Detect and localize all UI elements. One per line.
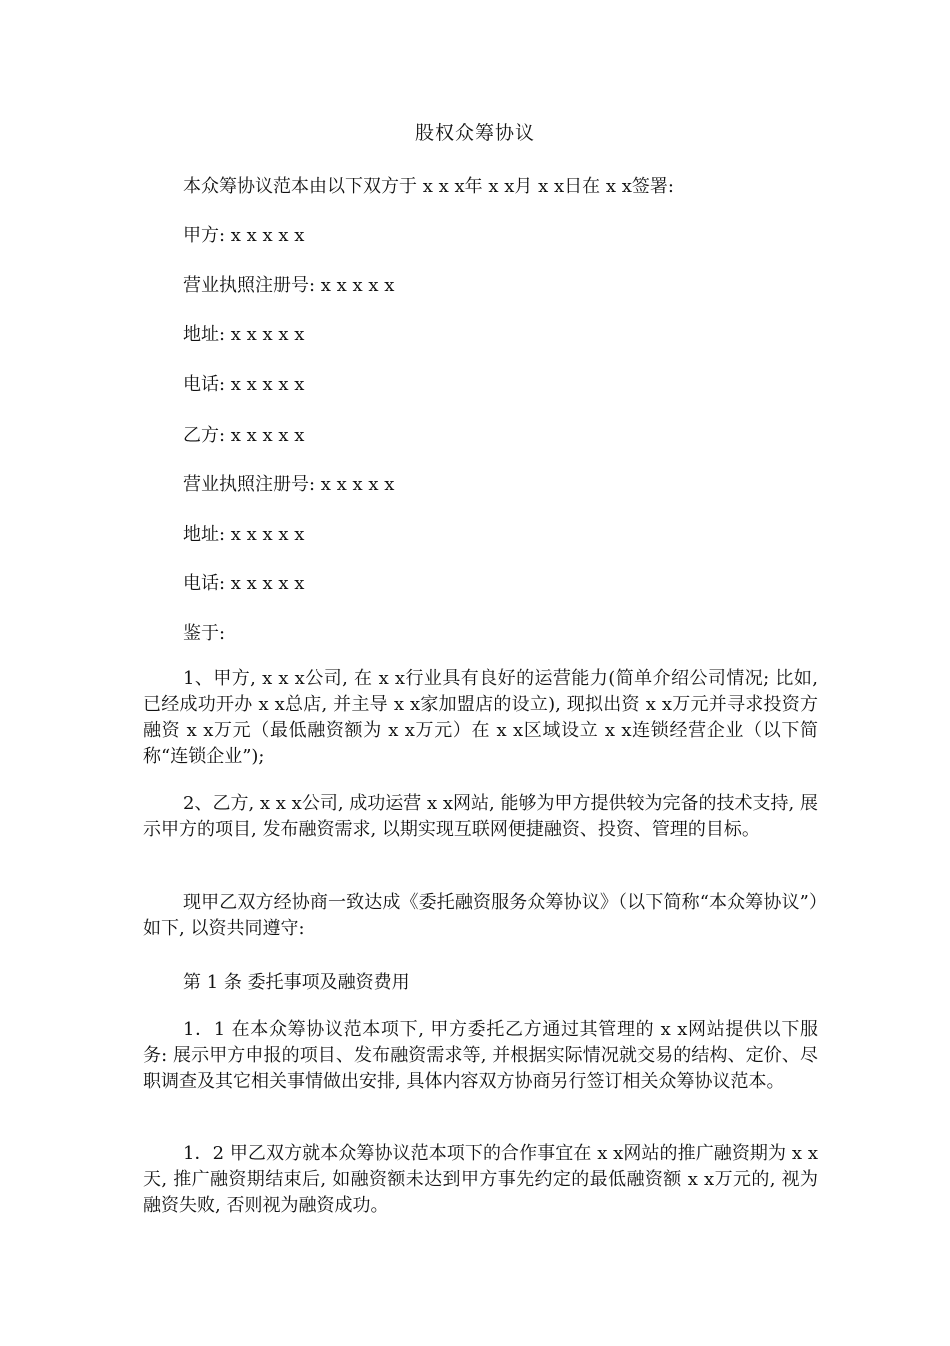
agreement-statement: 现甲乙双方经协商一致达成《委托融资服务众筹协议》（以下简称“本众筹协议”）如下, 以资共同遵守: — [143, 892, 818, 939]
party-a-address: 地址: x x x x x — [183, 324, 305, 345]
party-b-license: 营业执照注册号: x x x x x — [183, 474, 395, 495]
recital-1: 1、甲方, x x x公司, 在 x x行业具有良好的运营能力(简单介绍公司情况; 比如, 已经成功开办 x x总店, 并主导 x x家加盟店的设立), 现拟出资 x x万元并寻求投资方融资 x x万元（最低融资额为 x x万元）在 x x区域设立 x x连锁经营企业（以下简称“连锁企业”); — [143, 668, 818, 767]
recital-2: 2、乙方, x x x公司, 成功运营 x x网站, 能够为甲方提供较为完备的技术支持, 展示甲方的项目, 发布融资需求, 以期实现互联网便捷融资、投资、管理的目标。 — [143, 793, 818, 840]
clause-1-1: 1．1 在本众筹协议范本项下, 甲方委托乙方通过其管理的 x x网站提供以下服务: 展示甲方申报的项目、发布融资需求等, 并根据实际情况就交易的结构、定价、尽职调查及其它相关事情做出安排, 具体内容双方协商另行签订相关众筹协议范本。 — [143, 1019, 818, 1092]
party-a-phone: 电话: x x x x x — [183, 374, 305, 395]
party-a-license: 营业执照注册号: x x x x x — [183, 275, 395, 296]
party-b-name: 乙方: x x x x x — [183, 425, 305, 446]
intro-line: 本众筹协议范本由以下双方于 x x x年 x x月 x x日在 x x签署: — [183, 176, 674, 197]
whereas-heading: 鉴于: — [183, 623, 226, 644]
party-b-phone: 电话: x x x x x — [183, 573, 305, 594]
party-b-address: 地址: x x x x x — [183, 524, 305, 545]
clause-1-2: 1．2 甲乙双方就本众筹协议范本项下的合作事宜在 x x网站的推广融资期为 x x天, 推广融资期结束后, 如融资额未达到甲方事先约定的最低融资额 x x万元的, 视为融资失败, 否则视为融资成功。 — [143, 1143, 818, 1216]
article-1-heading: 第 1 条 委托事项及融资费用 — [183, 972, 410, 993]
document-title: 股权众筹协议 — [414, 122, 535, 144]
party-a-name: 甲方: x x x x x — [183, 225, 305, 246]
